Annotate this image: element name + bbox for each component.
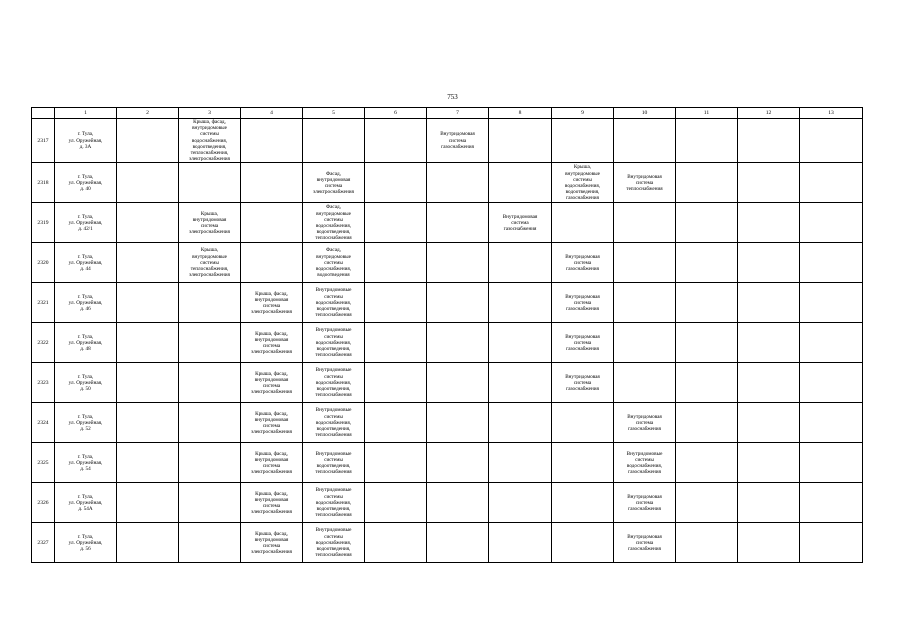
cell-text: Внутридомовая система газоснабжения <box>440 131 475 150</box>
column-header: 1 <box>55 108 117 119</box>
table-row <box>32 119 863 163</box>
row-number: 2318 <box>32 163 55 203</box>
column-header: 8 <box>489 108 552 119</box>
work-type-cell <box>614 323 676 363</box>
work-type-cell <box>676 243 738 283</box>
work-type-cell <box>427 323 489 363</box>
work-type-cell <box>800 443 863 483</box>
cell-text: Внутридомовая система газоснабжения <box>627 533 662 553</box>
work-type-cell <box>303 243 365 283</box>
cell-text: Внутридомовые системы водоснабжения, водоотведения, теплоснабжения <box>315 487 352 519</box>
work-type-cell <box>800 523 863 563</box>
work-type-cell <box>303 203 365 243</box>
work-type-cell <box>489 283 552 323</box>
work-type-cell <box>552 443 614 483</box>
table-row <box>32 203 863 243</box>
work-type-cell <box>427 283 489 323</box>
work-type-cell <box>738 403 800 443</box>
cell-text: Крыша, внутридомовые системы теплоснабжения, электроснабжения <box>189 247 230 279</box>
work-type-cell <box>179 243 241 283</box>
work-type-cell <box>489 119 552 163</box>
row-number: 2324 <box>32 403 55 443</box>
cell-text: Внутридомовая система газоснабжения <box>565 253 600 273</box>
row-number: 2321 <box>32 283 55 323</box>
work-type-cell <box>738 363 800 403</box>
work-type-cell <box>489 403 552 443</box>
work-type-cell <box>117 523 179 563</box>
cell-text: Крыша, фасад, внутридомовая система электроснабжения <box>251 410 292 436</box>
table-header-row <box>32 108 863 119</box>
work-type-cell <box>427 363 489 403</box>
work-type-cell <box>179 323 241 363</box>
cell-text: Крыша, фасад, внутридомовая система электроснабжения <box>251 330 292 356</box>
column-header: 12 <box>738 108 800 119</box>
work-type-cell <box>241 283 303 323</box>
work-type-cell <box>489 203 552 243</box>
work-type-cell <box>241 523 303 563</box>
address-cell <box>55 443 117 483</box>
work-type-cell <box>365 403 427 443</box>
work-type-cell <box>365 483 427 523</box>
work-type-cell <box>552 483 614 523</box>
work-type-cell <box>676 483 738 523</box>
work-type-cell <box>179 119 241 163</box>
work-type-cell <box>241 403 303 443</box>
cell-text: Внутридомовые системы водоснабжения, водоотведения, теплоснабжения <box>315 327 352 359</box>
table-row <box>32 443 863 483</box>
work-type-cell <box>427 163 489 203</box>
column-header: 11 <box>676 108 738 119</box>
work-type-cell <box>427 119 489 163</box>
address-cell <box>55 119 117 163</box>
table-row <box>32 283 863 323</box>
work-type-cell <box>427 203 489 243</box>
cell-text: Крыша, фасад, внутридомовая система электроснабжения <box>251 370 292 396</box>
work-type-cell <box>489 523 552 563</box>
column-header: 5 <box>303 108 365 119</box>
cell-text: Внутридомовая система теплоснабжения <box>626 173 663 193</box>
column-header: 4 <box>241 108 303 119</box>
work-type-cell <box>241 363 303 403</box>
row-number: 2322 <box>32 323 55 363</box>
address-cell <box>55 203 117 243</box>
work-type-cell <box>676 363 738 403</box>
work-type-cell <box>241 443 303 483</box>
work-type-cell <box>303 523 365 563</box>
address-cell <box>55 243 117 283</box>
work-type-cell <box>738 323 800 363</box>
work-type-cell <box>738 523 800 563</box>
work-type-cell <box>800 243 863 283</box>
page-number: 753 <box>447 93 458 101</box>
capital-repair-table <box>31 107 863 563</box>
cell-text: Внутридомовые системы водоснабжения, водоотведения, теплоснабжения <box>315 287 352 319</box>
work-type-cell <box>552 523 614 563</box>
cell-text: Внутридомовая система газоснабжения <box>627 493 662 513</box>
cell-text: г. Тула, ул. Оружейная, д. 54А <box>68 493 103 513</box>
work-type-cell <box>365 523 427 563</box>
cell-text: Внутридомовая система газоснабжения <box>565 333 600 353</box>
cell-text: г. Тула, ул. Оружейная, д. 44 <box>68 253 103 273</box>
work-type-cell <box>552 283 614 323</box>
work-type-cell <box>489 483 552 523</box>
column-header <box>32 108 55 119</box>
work-type-cell <box>179 443 241 483</box>
work-type-cell <box>614 243 676 283</box>
cell-text: Крыша, фасад, внутридомовая система электроснабжения <box>251 530 292 556</box>
work-type-cell <box>738 243 800 283</box>
work-type-cell <box>676 523 738 563</box>
work-type-cell <box>365 283 427 323</box>
address-cell <box>55 403 117 443</box>
work-type-cell <box>117 243 179 283</box>
work-type-cell <box>303 163 365 203</box>
work-type-cell <box>676 403 738 443</box>
cell-text: Крыша, фасад, внутридомовая система электроснабжения <box>251 290 292 316</box>
work-type-cell <box>614 283 676 323</box>
work-type-cell <box>365 243 427 283</box>
work-type-cell <box>303 323 365 363</box>
work-type-cell <box>303 283 365 323</box>
table-row <box>32 243 863 283</box>
work-type-cell <box>614 403 676 443</box>
row-number: 2327 <box>32 523 55 563</box>
work-type-cell <box>552 203 614 243</box>
work-type-cell <box>427 483 489 523</box>
work-type-cell <box>489 443 552 483</box>
work-type-cell <box>365 363 427 403</box>
work-type-cell <box>427 243 489 283</box>
work-type-cell <box>800 203 863 243</box>
table-row <box>32 163 863 203</box>
address-cell <box>55 163 117 203</box>
work-type-cell <box>365 443 427 483</box>
cell-text: Внутридомовые системы водоснабжения, водоотведения, теплоснабжения <box>315 407 352 439</box>
work-type-cell <box>179 483 241 523</box>
work-type-cell <box>614 163 676 203</box>
row-number: 2319 <box>32 203 55 243</box>
work-type-cell <box>179 523 241 563</box>
work-type-cell <box>552 119 614 163</box>
work-type-cell <box>303 363 365 403</box>
work-type-cell <box>800 483 863 523</box>
cell-text: Внутридомовая система газоснабжения <box>502 213 538 233</box>
work-type-cell <box>241 203 303 243</box>
cell-text: г. Тула, ул. Оружейная, д. 56 <box>68 533 103 553</box>
work-type-cell <box>303 119 365 163</box>
work-type-cell <box>489 163 552 203</box>
cell-text: Крыша, фасад, внутридомовая система электроснабжения <box>251 450 292 476</box>
work-type-cell <box>179 403 241 443</box>
table-row <box>32 363 863 403</box>
work-type-cell <box>800 283 863 323</box>
work-type-cell <box>303 403 365 443</box>
row-number: 2317 <box>32 119 55 163</box>
work-type-cell <box>738 283 800 323</box>
cell-text: Внутридомовые системы водоотведения, теплоснабжения <box>315 450 352 476</box>
cell-text: г. Тула, ул. Оружейная, д. 46 <box>68 293 103 313</box>
cell-text: г. Тула, ул. Оружейная, д. 48 <box>68 333 103 353</box>
work-type-cell <box>179 163 241 203</box>
row-number: 2326 <box>32 483 55 523</box>
column-header: 7 <box>427 108 489 119</box>
work-type-cell <box>179 363 241 403</box>
work-type-cell <box>117 363 179 403</box>
work-type-cell <box>738 163 800 203</box>
work-type-cell <box>489 323 552 363</box>
work-type-cell <box>117 203 179 243</box>
work-type-cell <box>676 163 738 203</box>
address-cell <box>55 483 117 523</box>
work-type-cell <box>427 403 489 443</box>
column-header: 9 <box>552 108 614 119</box>
work-type-cell <box>179 283 241 323</box>
cell-text: Внутридомовые системы водоснабжения, газоснабжения <box>626 450 663 476</box>
cell-text: Крыша, внутридомовая система электроснабжения <box>189 210 230 236</box>
work-type-cell <box>179 203 241 243</box>
address-cell <box>55 283 117 323</box>
cell-text: г. Тула, ул. Оружейная, д. 52 <box>68 413 103 433</box>
cell-text: Внутридомовая система газоснабжения <box>565 373 600 393</box>
cell-text: Фасад, внутридомовые системы водоснабжения, водоотведения <box>315 247 352 279</box>
work-type-cell <box>117 323 179 363</box>
work-type-cell <box>241 163 303 203</box>
row-number: 2323 <box>32 363 55 403</box>
address-cell <box>55 523 117 563</box>
work-type-cell <box>552 163 614 203</box>
cell-text: г. Тула, ул. Оружейная, д. 3А <box>68 131 103 150</box>
work-type-cell <box>738 119 800 163</box>
column-header: 2 <box>117 108 179 119</box>
work-type-cell <box>800 163 863 203</box>
work-type-cell <box>614 483 676 523</box>
work-type-cell <box>614 363 676 403</box>
work-type-cell <box>676 119 738 163</box>
work-type-cell <box>117 283 179 323</box>
work-type-cell <box>738 443 800 483</box>
cell-text: Внутридомовая система газоснабжения <box>565 293 600 313</box>
work-type-cell <box>738 483 800 523</box>
work-type-cell <box>614 203 676 243</box>
work-type-cell <box>303 443 365 483</box>
row-number: 2320 <box>32 243 55 283</box>
cell-text: Крыша, внутридомовые системы водоснабжения, водоотведения, газоснабжения <box>564 164 601 202</box>
table-row <box>32 483 863 523</box>
work-type-cell <box>365 323 427 363</box>
work-type-cell <box>614 443 676 483</box>
cell-text: г. Тула, ул. Оружейная, д. 40 <box>68 173 103 193</box>
work-type-cell <box>117 483 179 523</box>
work-type-cell <box>241 483 303 523</box>
work-type-cell <box>241 119 303 163</box>
work-type-cell <box>552 403 614 443</box>
cell-text: Внутридомовые системы водоснабжения, водоотведения, теплоснабжения <box>315 367 352 399</box>
cell-text: Крыша, фасад, внутридомовые системы водоснабжения, водоотведения, теплоснабжения, электроснабжения <box>189 119 230 163</box>
cell-text: Внутридомовые системы водоснабжения, водоотведения, теплоснабжения <box>315 527 352 559</box>
work-type-cell <box>552 363 614 403</box>
cell-text: Крыша, фасад, внутридомовая система электроснабжения <box>251 490 292 516</box>
work-type-cell <box>365 163 427 203</box>
table-row <box>32 403 863 443</box>
work-type-cell <box>676 323 738 363</box>
cell-text: Внутридомовая система газоснабжения <box>627 413 662 433</box>
work-type-cell <box>241 243 303 283</box>
work-type-cell <box>552 243 614 283</box>
work-type-cell <box>117 443 179 483</box>
work-type-cell <box>489 243 552 283</box>
work-type-cell <box>800 403 863 443</box>
work-type-cell <box>738 203 800 243</box>
work-type-cell <box>676 203 738 243</box>
column-header: 3 <box>179 108 241 119</box>
column-header: 6 <box>365 108 427 119</box>
table-row <box>32 323 863 363</box>
work-type-cell <box>800 119 863 163</box>
row-number: 2325 <box>32 443 55 483</box>
work-type-cell <box>365 119 427 163</box>
cell-text: г. Тула, ул. Оружейная, д. 42/1 <box>68 213 103 233</box>
work-type-cell <box>614 523 676 563</box>
work-type-cell <box>800 363 863 403</box>
column-header: 10 <box>614 108 676 119</box>
work-type-cell <box>117 119 179 163</box>
address-cell <box>55 363 117 403</box>
cell-text: Фасад, внутридомовая система электроснабжения <box>313 170 354 196</box>
work-type-cell <box>303 483 365 523</box>
work-type-cell <box>676 443 738 483</box>
work-type-cell <box>800 323 863 363</box>
work-type-cell <box>117 403 179 443</box>
work-type-cell <box>552 323 614 363</box>
work-type-cell <box>241 323 303 363</box>
work-type-cell <box>117 163 179 203</box>
work-type-cell <box>365 203 427 243</box>
work-type-cell <box>676 283 738 323</box>
column-header: 13 <box>800 108 863 119</box>
cell-text: г. Тула, ул. Оружейная, д. 50 <box>68 373 103 393</box>
work-type-cell <box>489 363 552 403</box>
work-type-cell <box>427 523 489 563</box>
cell-text: Фасад, внутридомовые системы водоснабжения, водоотведения, теплоснабжения <box>315 204 352 242</box>
cell-text: г. Тула, ул. Оружейная, д. 54 <box>68 453 103 473</box>
address-cell <box>55 323 117 363</box>
work-type-cell <box>427 443 489 483</box>
work-type-cell <box>614 119 676 163</box>
table-row <box>32 523 863 563</box>
